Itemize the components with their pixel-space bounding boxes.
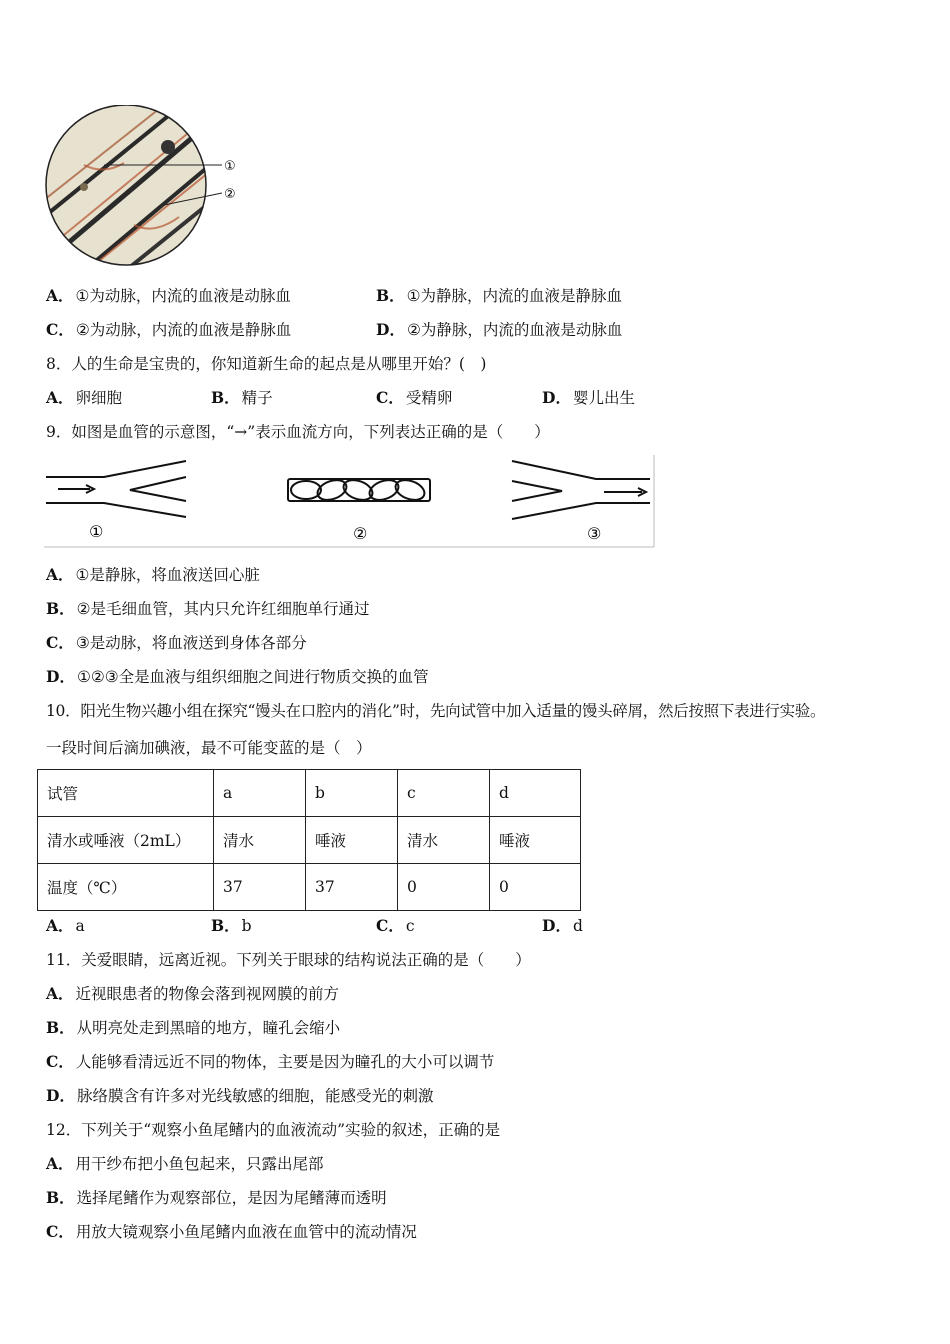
table-row bbox=[38, 817, 581, 864]
table-cell: 唾液 bbox=[490, 817, 581, 864]
q8-option-d[interactable]: D． 婴儿出生 bbox=[542, 388, 635, 407]
q11-option-c[interactable]: C． 人能够看清远近不同的物体，主要是因为瞳孔的大小可以调节 bbox=[46, 1052, 495, 1071]
q8-option-c[interactable]: C． 受精卵 bbox=[376, 388, 453, 407]
q8-option-a[interactable]: A． 卵细胞 bbox=[46, 388, 123, 407]
blood-vessel-figure bbox=[44, 455, 656, 548]
table-cell: 清水 bbox=[214, 817, 306, 864]
q11-stem: 11．关爱眼睛，远离近视。下列关于眼球的结构说法正确的是（ ） bbox=[46, 951, 531, 969]
q9-option-c[interactable]: C． ③是动脉，将血液送到身体各部分 bbox=[46, 633, 307, 652]
q9-stem: 9．如图是血管的示意图，“→”表示血流方向，下列表达正确的是（ ） bbox=[46, 423, 550, 441]
q11-option-a[interactable]: A． 近视眼患者的物像会落到视网膜的前方 bbox=[46, 984, 340, 1003]
table-row bbox=[38, 864, 581, 911]
q9-option-b[interactable]: B． ②是毛细血管，其内只允许红细胞单行通过 bbox=[46, 599, 370, 618]
q12-stem: 12．下列关于“观察小鱼尾鳍内的血液流动”实验的叙述，正确的是 bbox=[46, 1121, 501, 1139]
figure-label-1: ① bbox=[224, 159, 236, 174]
q10-option-b[interactable]: B． b bbox=[211, 916, 252, 935]
q9-option-a[interactable]: A． ①是静脉，将血液送回心脏 bbox=[46, 565, 260, 584]
q12-option-b[interactable]: B． 选择尾鳍作为观察部位，是因为尾鳍薄而透明 bbox=[46, 1188, 387, 1207]
experiment-table bbox=[37, 769, 581, 911]
table-cell: 清水或唾液（2mL） bbox=[38, 817, 214, 864]
q7-option-a[interactable]: A． ①为动脉，内流的血液是动脉血 bbox=[46, 286, 291, 305]
table-cell: 37 bbox=[214, 864, 306, 911]
q10-option-c[interactable]: C． c bbox=[376, 916, 415, 935]
figure-label-2: ② bbox=[224, 187, 236, 202]
table-cell: c bbox=[398, 770, 490, 817]
vessel-2-diagram bbox=[288, 476, 430, 503]
table-cell: 37 bbox=[306, 864, 398, 911]
q7-option-b[interactable]: B． ①为静脉，内流的血液是静脉血 bbox=[376, 286, 623, 305]
table-cell: 温度（℃） bbox=[38, 864, 214, 911]
q12-option-c[interactable]: C． 用放大镜观察小鱼尾鳍内血液在血管中的流动情况 bbox=[46, 1222, 417, 1241]
q7-option-d[interactable]: D． ②为静脉，内流的血液是动脉血 bbox=[376, 320, 623, 339]
q11-option-b[interactable]: B． 从明亮处走到黑暗的地方，瞳孔会缩小 bbox=[46, 1018, 341, 1037]
table-cell: 0 bbox=[490, 864, 581, 911]
q9-option-d[interactable]: D． ①②③全是血液与组织细胞之间进行物质交换的血管 bbox=[46, 667, 429, 686]
q10-option-a[interactable]: A． a bbox=[46, 916, 85, 935]
table-cell: 清水 bbox=[398, 817, 490, 864]
table-row bbox=[38, 770, 581, 817]
table-cell: a bbox=[214, 770, 306, 817]
vessel-label-1: ① bbox=[89, 522, 104, 541]
q8-option-b[interactable]: B． 精子 bbox=[211, 388, 273, 407]
q10-stem-line1: 10．阳光生物兴趣小组在探究“馒头在口腔内的消化”时，先向试管中加入适量的馒头碎屑，然后按照下表进行实验。 bbox=[46, 702, 826, 720]
table-cell: b bbox=[306, 770, 398, 817]
q12-option-a[interactable]: A． 用干纱布把小鱼包起来，只露出尾部 bbox=[46, 1154, 324, 1173]
vessel-label-3: ③ bbox=[587, 524, 602, 543]
q10-stem-line2: 一段时间后滴加碘液，最不可能变蓝的是（ ） bbox=[46, 739, 372, 757]
q8-stem: 8．人的生命是宝贵的，你知道新生命的起点是从哪里开始？( ) bbox=[46, 355, 487, 373]
microscope-figure bbox=[44, 105, 254, 270]
q11-option-d[interactable]: D． 脉络膜含有许多对光线敏感的细胞，能感受光的刺激 bbox=[46, 1086, 434, 1105]
table-cell: 0 bbox=[398, 864, 490, 911]
vessel-label-2: ② bbox=[353, 524, 368, 543]
vessel-1-diagram bbox=[46, 461, 186, 517]
table-cell: 试管 bbox=[38, 770, 214, 817]
table-cell: 唾液 bbox=[306, 817, 398, 864]
table-cell: d bbox=[490, 770, 581, 817]
vessel-3-diagram bbox=[512, 461, 650, 519]
q7-option-c[interactable]: C． ②为动脉，内流的血液是静脉血 bbox=[46, 320, 292, 339]
q10-option-d[interactable]: D． d bbox=[542, 916, 583, 935]
